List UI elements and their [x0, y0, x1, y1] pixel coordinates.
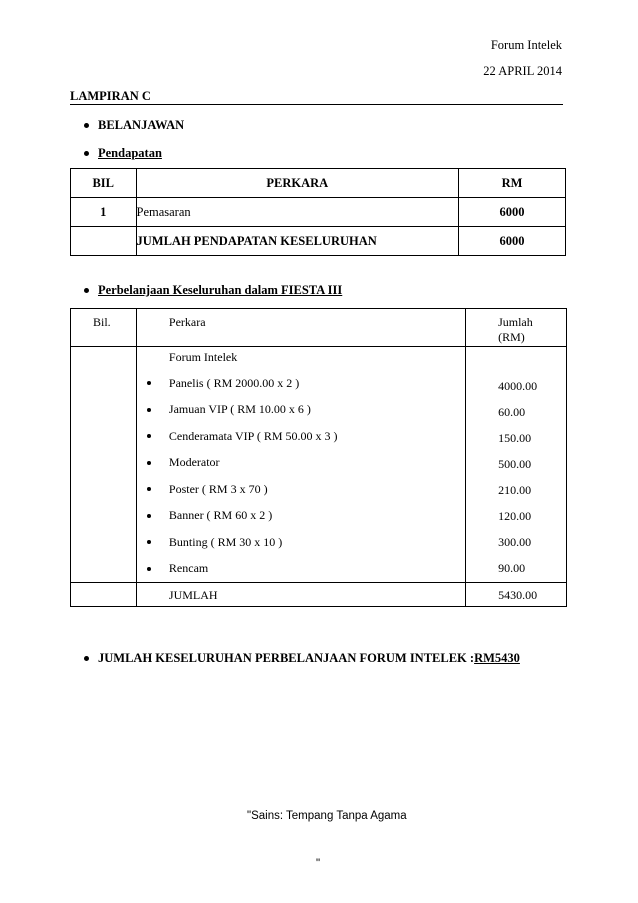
expense-item-name: Panelis ( RM 2000.00 x 2 )	[168, 375, 300, 390]
bullet-icon	[147, 567, 151, 571]
header-bil: Bil.	[71, 309, 137, 347]
bullet-icon	[147, 487, 151, 491]
section-budget	[84, 118, 184, 133]
bullet-icon	[147, 461, 151, 465]
expense-item-name: Bunting ( RM 30 x 10 )	[168, 534, 283, 549]
expense-items-row	[71, 347, 567, 583]
header-rm: RM	[459, 169, 566, 198]
row-rm: 6000	[459, 198, 566, 227]
list-item	[169, 529, 465, 556]
expense-item-amount: 150.00	[498, 430, 532, 445]
expense-item-name: Rencam	[168, 561, 209, 576]
expense-group-title: Forum Intelek	[168, 350, 238, 364]
section-income	[84, 146, 162, 161]
header-jumlah-unit: (RM)	[498, 330, 525, 344]
bullet-icon	[84, 151, 89, 156]
footer-quote: "Sains: Tempang Tanpa Agama	[247, 810, 407, 822]
empty-cell	[71, 347, 137, 583]
empty-cell	[71, 227, 137, 256]
expense-item-amount: 300.00	[498, 534, 532, 549]
bullet-icon	[84, 288, 89, 293]
header-bil: BIL	[71, 169, 137, 198]
bullet-icon	[84, 656, 89, 661]
expense-items-cell	[136, 347, 465, 583]
expense-amount-list	[498, 373, 566, 581]
document-date: 22 APRIL 2014	[483, 64, 562, 78]
header-perkara: Perkara	[136, 309, 465, 347]
expense-item-amount: 4000.00	[498, 378, 538, 393]
expense-item-amount: 210.00	[498, 482, 532, 497]
footer-mark: "	[316, 858, 321, 870]
row-bil: 1	[71, 198, 137, 227]
income-total-label: JUMLAH PENDAPATAN KESELURUHAN	[136, 227, 459, 256]
expense-total-label: JUMLAH	[136, 583, 465, 607]
expense-item-name: Banner ( RM 60 x 2 )	[168, 508, 273, 523]
bullet-icon	[147, 514, 151, 518]
expense-total-value: 5430.00	[466, 583, 567, 607]
bullet-icon	[147, 540, 151, 544]
expense-item-amount: 500.00	[498, 456, 532, 471]
expense-total-row	[71, 583, 567, 607]
table-row	[71, 198, 566, 227]
grand-total-label: JUMLAH KESELURUHAN PERBELANJAAN FORUM INTELEK :	[98, 651, 475, 665]
expense-item-list	[169, 370, 465, 582]
list-item	[169, 556, 465, 583]
header-perkara: PERKARA	[136, 169, 459, 198]
list-item	[169, 370, 465, 397]
expense-item-amount: 120.00	[498, 508, 532, 523]
row-perkara: Pemasaran	[136, 198, 459, 227]
list-item	[169, 450, 465, 477]
expense-item-name: Moderator	[168, 455, 220, 470]
bullet-icon	[147, 434, 151, 438]
organization-name: Forum Intelek	[490, 38, 562, 52]
section-expense	[84, 283, 342, 298]
bullet-icon	[147, 408, 151, 412]
income-total-row	[71, 227, 566, 256]
expense-table	[70, 308, 567, 607]
expense-item-name: Poster ( RM 3 x 70 )	[168, 481, 268, 496]
section-expense-label: Perbelanjaan Keseluruhan dalam FIESTA III	[98, 283, 343, 297]
list-item	[169, 476, 465, 503]
income-total-value: 6000	[459, 227, 566, 256]
bullet-icon	[84, 123, 89, 128]
expense-item-amount: 90.00	[498, 560, 526, 575]
section-budget-label: BELANJAWAN	[98, 118, 185, 132]
list-item	[169, 503, 465, 530]
header-jumlah-label: Jumlah	[498, 315, 533, 329]
grand-total	[84, 651, 520, 666]
grand-total-value: RM5430	[474, 651, 520, 665]
list-item	[169, 397, 465, 424]
expense-table-header	[71, 309, 567, 347]
expense-item-name: Jamuan VIP ( RM 10.00 x 6 )	[168, 402, 311, 417]
section-income-label: Pendapatan	[98, 146, 162, 160]
header-jumlah	[466, 309, 567, 347]
expense-amounts-cell	[466, 347, 567, 583]
appendix-title: LAMPIRAN C	[70, 89, 151, 103]
income-table-header	[71, 169, 566, 198]
expense-item-name: Cenderamata VIP ( RM 50.00 x 3 )	[168, 428, 338, 443]
empty-cell	[71, 583, 137, 607]
list-item	[169, 423, 465, 450]
income-table	[70, 168, 566, 256]
header-divider	[70, 104, 563, 105]
bullet-icon	[147, 381, 151, 385]
expense-item-amount: 60.00	[498, 404, 526, 419]
